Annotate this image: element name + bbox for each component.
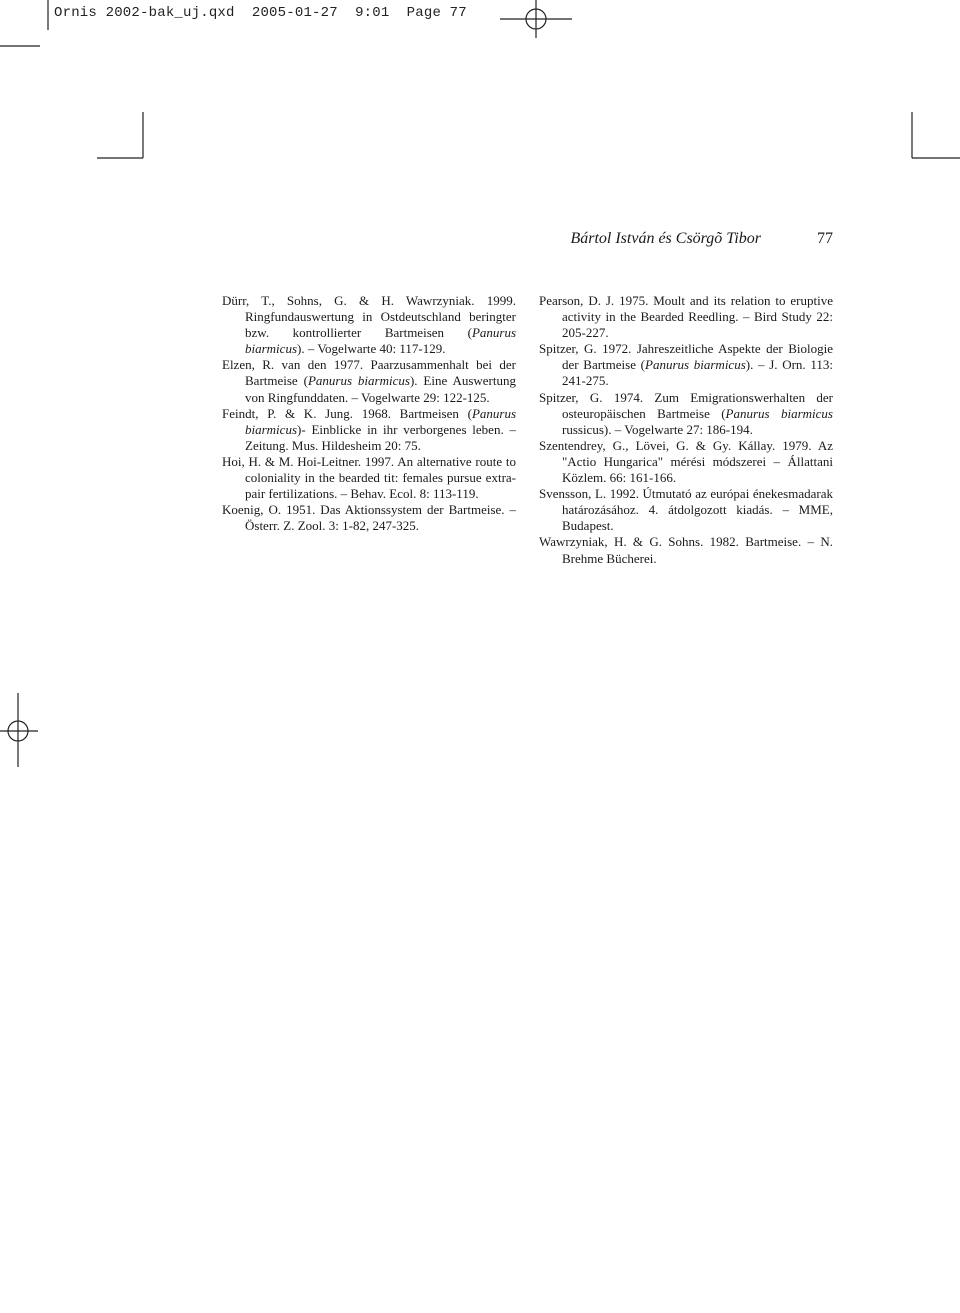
reference-entry <box>539 293 833 341</box>
species-name: Panurus biarmicus <box>645 357 746 373</box>
reference-text: Hoi, H. & M. Hoi-Leitner. 1997. An alternative route to coloniality in the bearded tit: females pursue extra-pair fertilizations. – Behav. Ecol. 8: 113-119. <box>222 453 516 502</box>
slug-filename: Ornis 2002-bak_uj.qxd <box>54 5 235 21</box>
references-left-column <box>222 293 516 534</box>
reference-entry <box>222 293 516 357</box>
reference-text: Dürr, T., Sohns, G. & H. Wawrzyniak. 1999. Ringfundauswertung in Ostdeutschland beringter bzw. kontrollierter Bartmeisen ( <box>222 293 516 341</box>
reference-text: Svensson, L. 1992. Útmutató az európai énekesmadarak határozásához. 4. átdolgozott kiadás. – MME, Budapest. <box>539 486 833 534</box>
slug-time: 9:01 <box>355 5 390 21</box>
reference-entry <box>222 502 516 534</box>
reference-text: ). – J. Orn. 113: 241-275. <box>562 357 833 389</box>
reference-text: ). Eine Auswertung von Ringfunddaten. – Vogelwarte 29: 122-125. <box>245 373 516 405</box>
reference-text: Wawrzyniak, H. & G. Sohns. 1982. Bartmeise. – N. Brehme Bücherei. <box>539 534 833 566</box>
reference-text: Spitzer, G. 1974. Zum Emigrationswerhalten der osteuropäischen Bartmeise ( <box>539 389 833 421</box>
running-head <box>222 230 833 248</box>
reference-text: Szentendrey, G., Lövei, G. & Gy. Kállay. 1979. Az "Actio Hungarica" mérési módszerei – Állattani Közlem. 66: 161-166. <box>539 437 833 486</box>
references-right-column <box>539 293 833 567</box>
reference-entry <box>539 438 833 486</box>
reference-text: russicus). – Vogelwarte 27: 186-194. <box>562 421 753 437</box>
species-name: Panurus biarmicus <box>725 405 833 421</box>
species-name: Panurus biarmicus <box>307 373 410 389</box>
reference-text: ). – Vogelwarte 40: 117-129. <box>297 341 446 357</box>
reference-entry <box>222 454 516 502</box>
page-number: 77 <box>817 230 833 247</box>
reference-entry <box>539 341 833 389</box>
reference-text: Pearson, D. J. 1975. Moult and its relation to eruptive activity in the Bearded Reedling. – Bird Study 22: 205-227. <box>539 293 833 341</box>
reference-text: Spitzer, G. 1972. Jahreszeitliche Aspekte der Biologie der Bartmeise ( <box>539 341 833 373</box>
reference-entry <box>539 390 833 438</box>
slug-page-label: Page 77 <box>406 5 467 21</box>
reference-entry <box>539 486 833 534</box>
reference-entry <box>222 357 516 405</box>
slug-date: 2005-01-27 <box>251 5 338 21</box>
reference-text: )- Einblicke in ihr verborgenes leben. – Zeitung. Mus. Hildesheim 20: 75. <box>245 421 516 453</box>
reference-text: Elzen, R. van den 1977. Paarzusammenhalt bei der Bartmeise ( <box>222 357 516 389</box>
reference-text: Feindt, P. & K. Jung. 1968. Bartmeisen ( <box>222 405 472 421</box>
reference-text: Koenig, O. 1951. Das Aktionssystem der Bartmeise. – Österr. Z. Zool. 3: 1-82, 247-325. <box>222 502 516 534</box>
reference-entry <box>539 534 833 566</box>
species-name: Panurus biarmicus <box>245 405 516 437</box>
species-name: Panurus biarmicus <box>245 325 516 357</box>
running-head-authors: Bártol István és Csörgõ Tibor <box>570 230 761 247</box>
reference-entry <box>222 406 516 454</box>
